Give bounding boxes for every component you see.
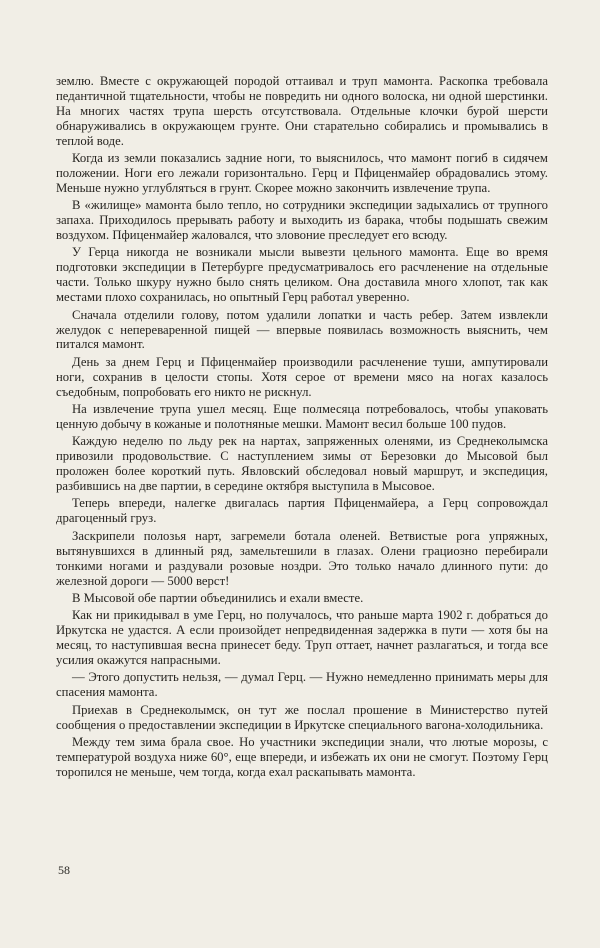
paragraph-15: Между тем зима брала свое. Но участники экспедиции знали, что лютые морозы, с температурой воздуха ниже 60°, еще впереди, и избежать их они не смогут. Поэтому Герц торопился не меньше, чем тогда, когда ехал раскапывать мамонта. (56, 735, 548, 779)
paragraph-12: Как ни прикидывал в уме Герц, но получалось, что раньше марта 1902 г. добраться до Иркутска не удастся. А если произойдет непредвиденная задержка в пути — хотя бы на месяц, то наступившая весна принесет беду. Труп оттает, начнет разлагаться, и тогда все усилия окажутся напрасными. (56, 608, 548, 668)
paragraph-6: День за днем Герц и Пфиценмайер производили расчленение туши, ампутировали ноги, сохранив в целости стопы. Хотя серое от времени мясо на ногах казалось съедобным, попробовать его никто не рискнул. (56, 354, 548, 399)
paragraph-5: Сначала отделили голову, потом удалили лопатки и часть ребер. Затем извлекли желудок с непереваренной пищей — впервые появилась возможность выяснить, чем питался мамонт. (56, 307, 548, 352)
paragraph-2: Когда из земли показались задние ноги, то выяснилось, что мамонт погиб в сидячем положении. Ноги его лежали горизонтально. Герц и Пфиценмайер обрадовались этому. Меньше нужно углубляться в грунт. Скорее можно закончить извлечение трупа. (56, 151, 548, 195)
paragraph-4: У Герца никогда не возникали мысли вывезти цельного мамонта. Еще во время подготовки экспедиции в Петербурге предусматривалось его расчленение на отдельные части. Только шкуру нужно было снять целиком. Она доставила много хлопот, так как местами плохо сохранилась, но опытный Герц работал уверенно. (56, 245, 548, 305)
page-number: 58 (58, 863, 70, 877)
paragraph-11: В Мысовой обе партии объединились и ехали вместе. (72, 590, 364, 605)
paragraph-1: землю. Вместе с окружающей породой оттаивал и труп мамонта. Раскопка требовала педантичной тщательности, чтобы не повредить ни одного волоска, ни одной шерстинки. На многих частях трупа шерсть отсутствовала. Отдельные клочки бурой шерсти обнаруживались в окружающем грунте. Они старательно собирались и промывались в теплой воде. (56, 74, 548, 148)
paragraph-14: Приехав в Среднеколымск, он тут же послал прошение в Министерство путей сообщения о предоставлении экспедиции в Иркутске специального вагона-холодильника. (56, 702, 548, 732)
paragraph-8: Каждую неделю по льду рек на нартах, запряженных оленями, из Среднеколымска привозили продовольствие. С наступлением зимы от Березовки до Мысовой был проложен более короткий путь. Явловский обследовал новый маршрут, и экспедиция, разбившись на две партии, в середине октября выступила в Мысовое. (56, 434, 548, 494)
paragraph-10: Заскрипели полозья нарт, загремели ботала оленей. Ветвистые рога упряжных, вытянувшихся в длинный ряд, замельтешили в глазах. Олени грациозно перебирали тонкими ногами и раздували розовые ноздри. Это только начало длинного пути: до железной дороги — 5000 верст! (56, 528, 548, 588)
paragraph-3: В «жилище» мамонта было тепло, но сотрудники экспедиции задыхались от трупного запаха. Приходилось прерывать работу и выходить из барака, чтобы подышать свежим воздухом. Пфиценмайер жаловался, что зловоние преследует его всюду. (56, 198, 548, 243)
paragraph-7: На извлечение трупа ушел месяц. Еще полмесяца потребовалось, чтобы упаковать ценную добычу в кожаные и полотняные мешки. Мамонт весил больше 100 пудов. (56, 402, 548, 431)
body-text (56, 74, 548, 782)
paragraph-9: Теперь впереди, налегке двигалась партия Пфиценмайера, а Герц сопровождал драгоценный груз. (56, 496, 548, 526)
paragraph-13: — Этого допустить нельзя, — думал Герц. — Нужно немедленно принимать меры для спасения мамонта. (56, 670, 548, 700)
